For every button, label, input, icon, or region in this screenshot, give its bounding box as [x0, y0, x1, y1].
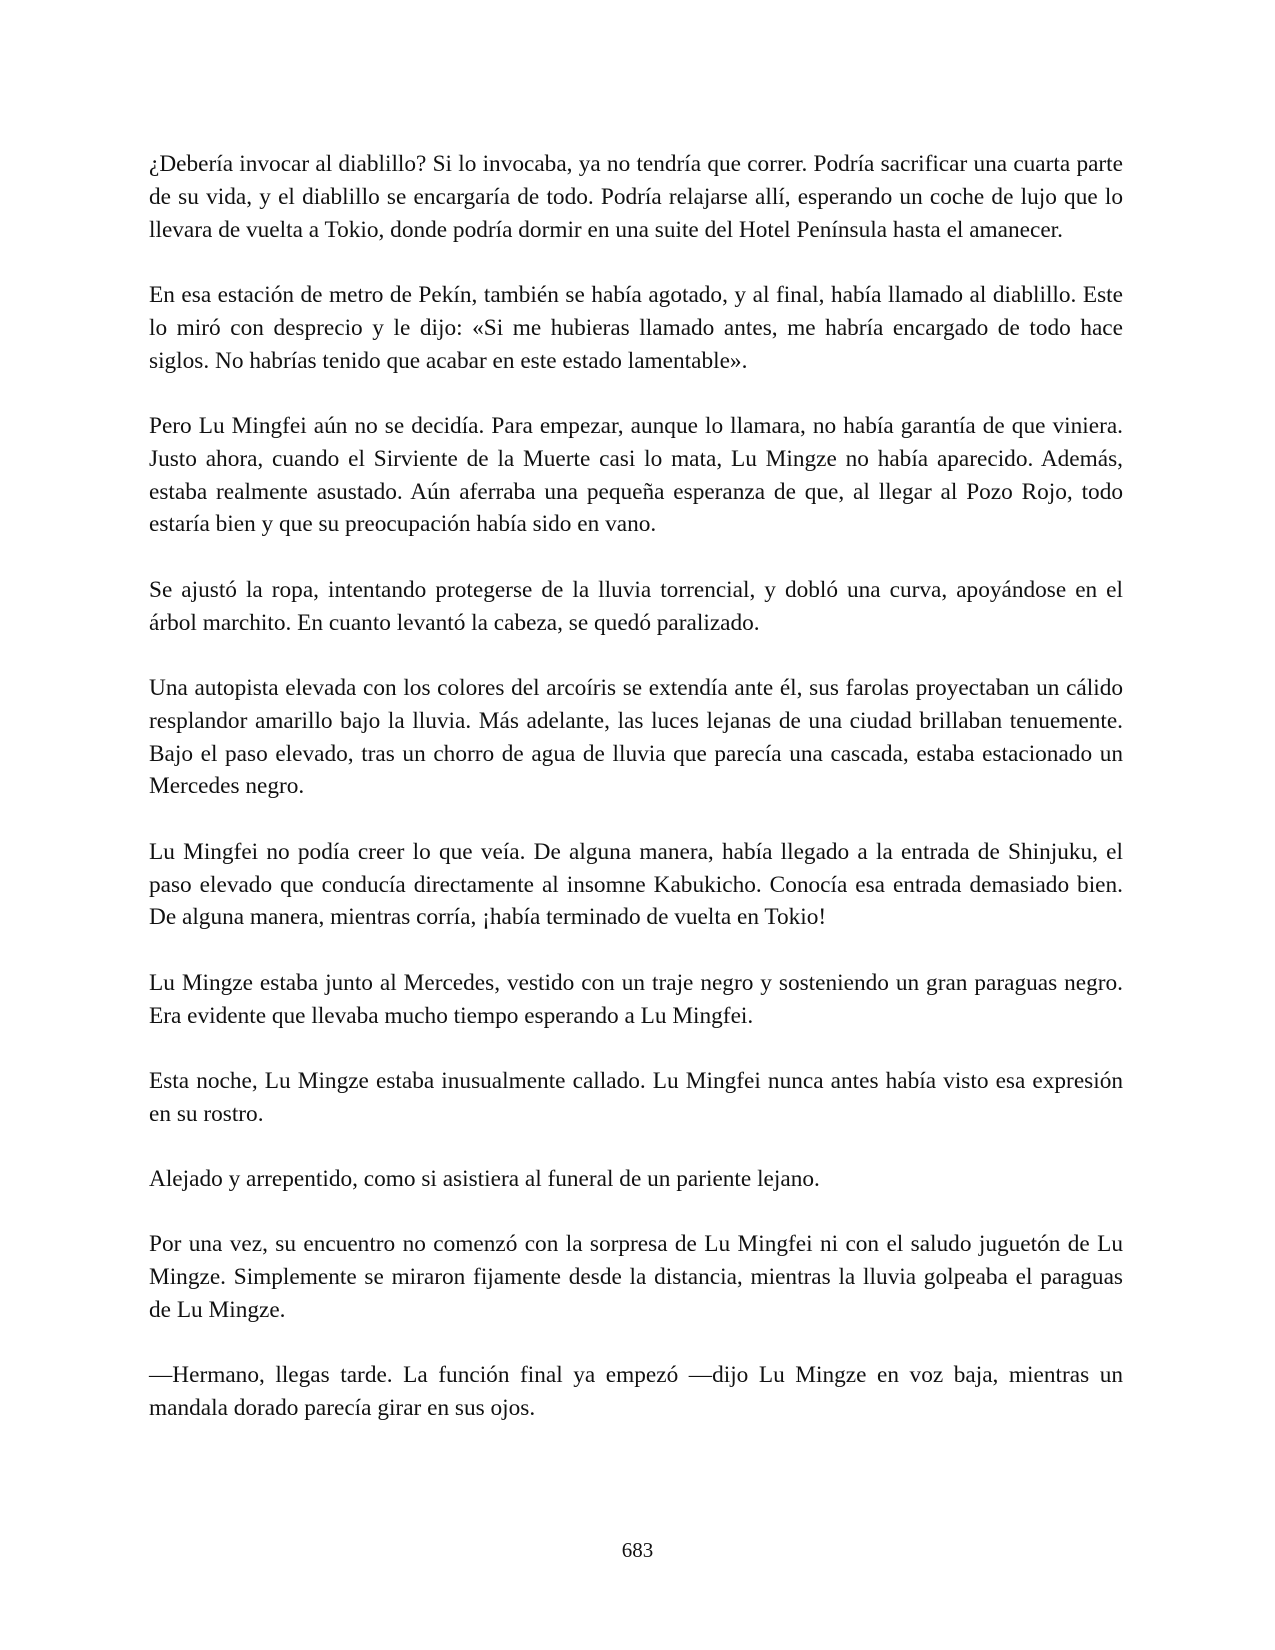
page-number: 683: [621, 1538, 654, 1562]
paragraph: Esta noche, Lu Mingze estaba inusualmente callado. Lu Mingfei nunca antes había visto esa expresión en su rostro.: [149, 1067, 1123, 1127]
paragraph: ¿Debería invocar al diablillo? Si lo invocaba, ya no tendría que correr. Podría sacrificar una cuarta parte de su vida, y el diablillo se encargaría de todo. Podría relajarse allí, esperando un coche de lujo que lo llevara de vuelta a Tokio, donde podría dormir en una suite del Hotel Península hasta el amanecer.: [149, 151, 1123, 243]
paragraph: —Hermano, llegas tarde. La función final ya empezó —dijo Lu Mingze en voz baja, mientras un mandala dorado parecía girar en sus ojos.: [149, 1362, 1123, 1422]
paragraph: Una autopista elevada con los colores del arcoíris se extendía ante él, sus farolas proyectaban un cálido resplandor amarillo bajo la lluvia. Más adelante, las luces lejanas de una ciudad brillaban tenuemente. Bajo el paso elevado, tras un chorro de agua de lluvia que parecía una cascada, estaba estacionado un Mercedes negro.: [149, 674, 1123, 800]
paragraph: Pero Lu Mingfei aún no se decidía. Para empezar, aunque lo llamara, no había garantía de que viniera. Justo ahora, cuando el Sirviente de la Muerte casi lo mata, Lu Mingze no había aparecido. Además, estaba realmente asustado. Aún aferraba una pequeña esperanza de que, al llegar al Pozo Rojo, todo estaría bien y que su preocupación había sido en vano.: [149, 412, 1123, 538]
paragraph: Lu Mingfei no podía creer lo que veía. De alguna manera, había llegado a la entrada de Shinjuku, el paso elevado que conducía directamente al insomne Kabukicho. Conocía esa entrada demasiado bien. De alguna manera, mientras corría, ¡había terminado de vuelta en Tokio!: [149, 838, 1123, 931]
body-text: [149, 148, 1123, 1458]
paragraph: Por una vez, su encuentro no comenzó con la sorpresa de Lu Mingfei ni con el saludo juguetón de Lu Mingze. Simplemente se miraron fijamente desde la distancia, mientras la lluvia golpeaba el paraguas de Lu Mingze.: [149, 1231, 1123, 1324]
paragraph: Lu Mingze estaba junto al Mercedes, vestido con un traje negro y sosteniendo un gran paraguas negro. Era evidente que llevaba mucho tiempo esperando a Lu Mingfei.: [149, 969, 1123, 1029]
paragraph: En esa estación de metro de Pekín, también se había agotado, y al final, había llamado al diablillo. Este lo miró con desprecio y le dijo: «Si me hubieras llamado antes, me habría encargado de todo hace siglos. No habrías tenido que acabar en este estado lamentable».: [149, 281, 1123, 374]
paragraph: Se ajustó la ropa, intentando protegerse de la lluvia torrencial, y dobló una curva, apoyándose en el árbol marchito. En cuanto levantó la cabeza, se quedó paralizado.: [149, 576, 1123, 636]
paragraph: Alejado y arrepentido, como si asistiera al funeral de un pariente lejano.: [149, 1166, 820, 1193]
